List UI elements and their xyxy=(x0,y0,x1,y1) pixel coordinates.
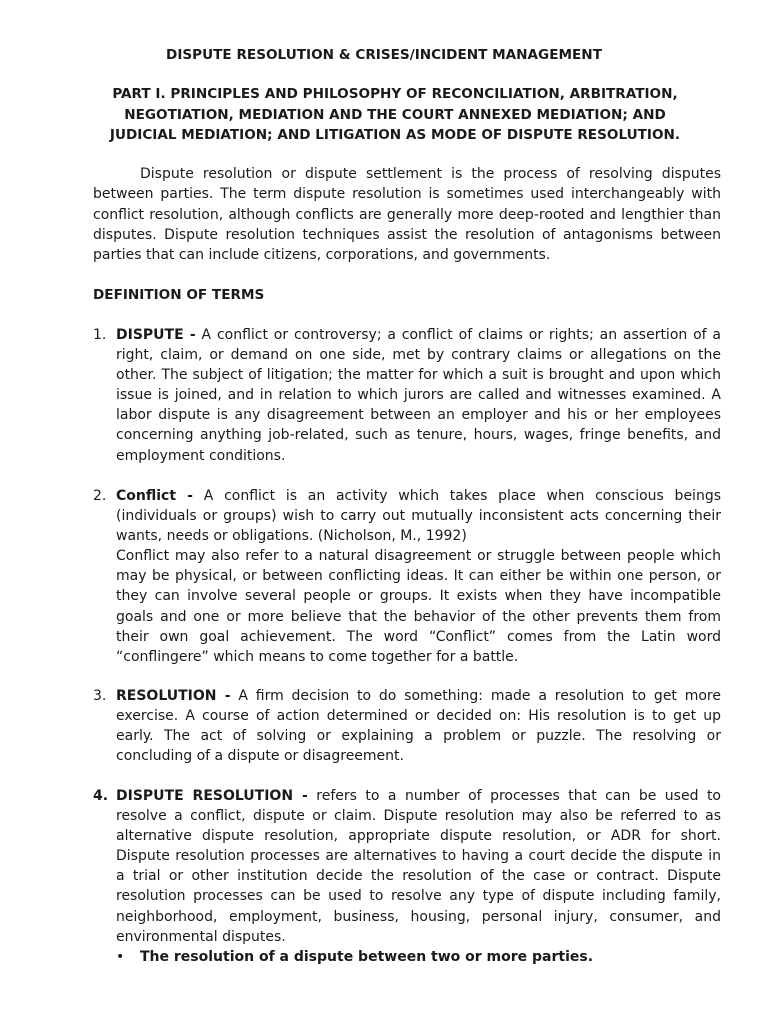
bullet-item xyxy=(116,947,721,967)
bullet-icon: • xyxy=(116,948,125,965)
definition-term: RESOLUTION - xyxy=(116,688,231,704)
definition-text: A firm decision to do something: made a resolution to get more exercise. A course of action determined or decided on: His resolution is to get up early. The act of solving or explaining a problem or puzzle. The resolving or concluding of a dispute or disagreement. xyxy=(116,688,721,765)
definitions-heading: DEFINITION OF TERMS xyxy=(93,287,265,303)
part-heading: PART I. PRINCIPLES AND PHILOSOPHY OF RECONCILIATION, ARBITRATION, NEGOTIATION, MEDIATION AND THE COURT ANNEXED MEDIATION; AND JUDICIAL MEDIATION; AND LITIGATION AS MODE OF DISPUTE RESOLUTION. xyxy=(109,86,681,143)
definition-text: refers to a number of processes that can be used to resolve a conflict, dispute or claim. Dispute resolution may also be referred to as alternative dispute resolution, appropriate dispute resolution, or ADR for short. Dispute resolution processes are alternatives to having a court decide the dispute in a trial or other institution decide the resolution of the case or contract. Dispute resolution processes can be used to resolve any type of dispute including family, neighborhood, employment, business, housing, personal injury, consumer, and environmental disputes. xyxy=(116,788,721,945)
definition-term: DISPUTE RESOLUTION - xyxy=(116,788,308,804)
intro-paragraph: Dispute resolution or dispute settlement is the process of resolving disputes between parties. The term dispute resolution is sometimes used interchangeably with conflict resolution, although conflicts are generally more deep-rooted and lengthier than disputes. Dispute resolution techniques assist the resolution of antagonisms between parties that can include citizens, corporations, and governments. xyxy=(93,166,721,264)
item-number: 4. xyxy=(93,788,109,804)
definition-item-dispute xyxy=(93,325,721,466)
bullet-text: The resolution of a dispute between two or more parties. xyxy=(140,948,594,965)
definition-item-dispute-resolution xyxy=(93,786,721,967)
definition-term: DISPUTE - xyxy=(116,327,196,343)
item-number: 1. xyxy=(93,327,107,343)
definition-text-continued: Conflict may also refer to a natural disagreement or struggle between people which may be physical, or between conflicting ideas. It can either be within one person, or they can involve several people or groups. It exists when they have incompatible goals and one or more believe that the behavior of the other prevents them from their own goal achievement. The word “Conflict” comes from the Latin word “conflingere” which means to come together for a battle. xyxy=(116,548,721,665)
item-number: 2. xyxy=(93,488,107,504)
definition-text: A conflict or controversy; a conflict of claims or rights; an assertion of a right, claim, or demand on one side, met by contrary claims or allegations on the other. The subject of litigation; the matter for which a suit is brought and upon which issue is joined, and in relation to which jurors are called and witnesses examined. A labor dispute is any disagreement between an employer and his or her employees concerning anything job-related, such as tenure, hours, wages, fringe benefits, and employment conditions. xyxy=(116,327,721,464)
definition-text: A conflict is an activity which takes place when conscious beings (individuals or groups) wish to carry out mutually inconsistent acts concerning their wants, needs or obligations. (Nicholson, M., 1992) xyxy=(116,488,721,545)
item-number: 3. xyxy=(93,688,107,704)
definition-term: Conflict - xyxy=(116,488,193,504)
definition-item-resolution xyxy=(93,686,721,766)
definition-item-conflict xyxy=(93,486,721,667)
document-title: DISPUTE RESOLUTION & CRISES/INCIDENT MANAGEMENT xyxy=(166,47,602,63)
